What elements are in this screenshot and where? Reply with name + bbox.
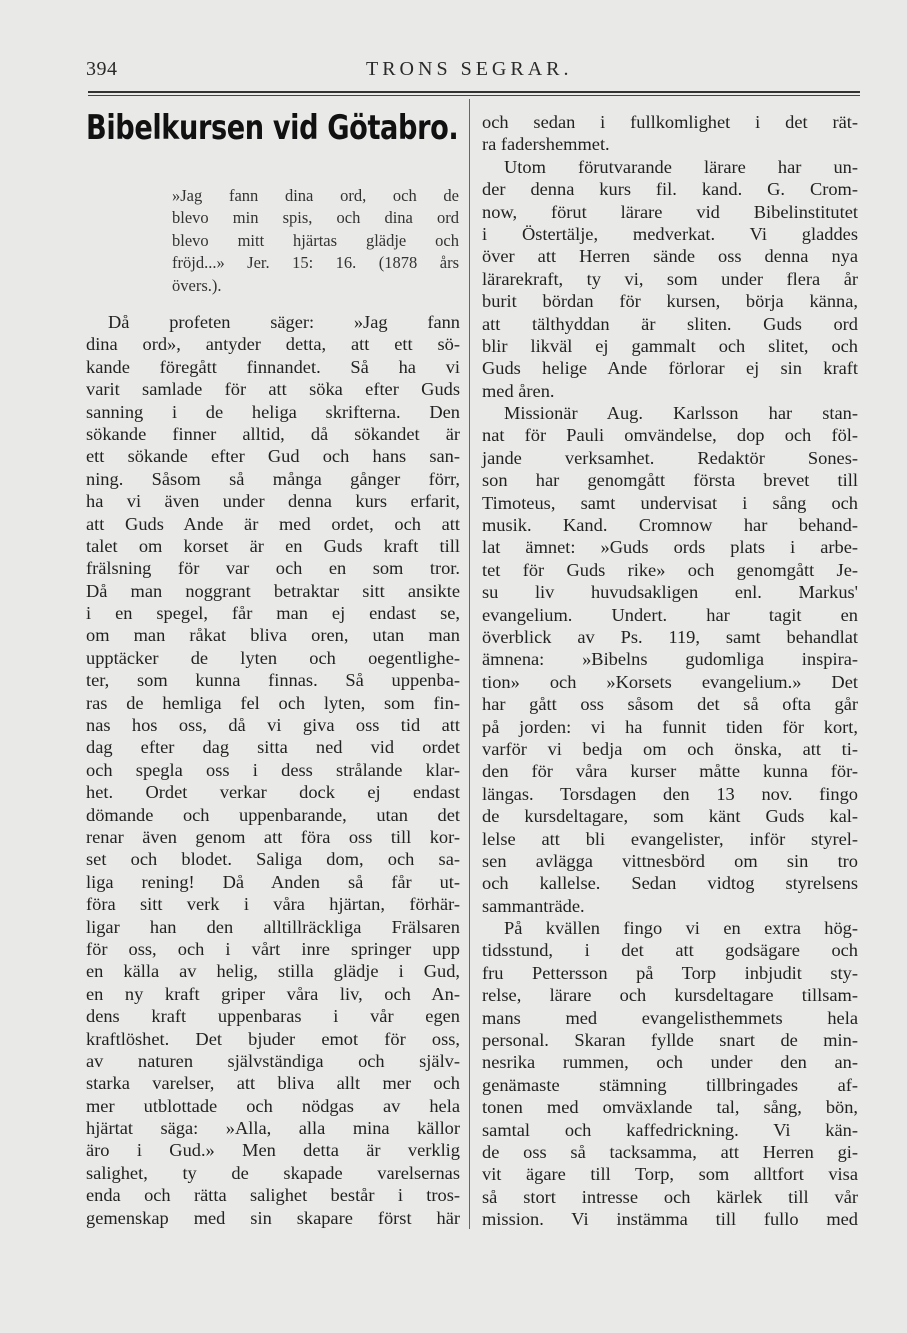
text-line: het. Ordet verkar dock ej endast	[86, 782, 460, 803]
text-line: ras de hemliga fel och lyten, som fin-	[86, 692, 460, 713]
text-line: ning. Såsom så många gånger förr,	[86, 468, 460, 489]
text-line: sanning i de heliga skrifterna. Den	[86, 401, 460, 422]
text-line: på jorden: vi ha funnit tiden för kort,	[482, 716, 858, 737]
text-line: de kursdeltagare, som känt Guds kal-	[482, 806, 858, 827]
right-column	[482, 111, 858, 1231]
epigraph-line: blevo min spis, och dina ord	[172, 208, 459, 228]
text-line: med åren.	[482, 380, 555, 401]
header-rule-thick	[88, 91, 860, 93]
epigraph	[172, 185, 459, 297]
text-line: tion» och »Korsets evangelium.» Det	[482, 671, 858, 692]
text-line: lat ämnet: »Guds ords plats i arbe-	[482, 537, 858, 558]
text-line: gemenskap med sin skapare först här	[86, 1207, 460, 1228]
text-line: mans med evangelisthemmets hela	[482, 1007, 858, 1028]
text-line: lelse att bli evangelister, inför styrel-	[482, 828, 858, 849]
text-line: nas hos oss, då vi giva oss tid att	[86, 715, 460, 736]
epigraph-line: övers.).	[172, 275, 222, 295]
text-line: dens kraft uppenbaras i vår egen	[86, 1006, 460, 1027]
text-line: talet om korset är en Guds kraft till	[86, 535, 460, 556]
text-line: ra fadershemmet.	[482, 134, 610, 155]
text-line: ett sökande efter Gud och hans san-	[86, 446, 460, 467]
text-line: mission. Vi instämma till fullo med	[482, 1209, 858, 1230]
text-line: de oss så tacksamma, att Herren gi-	[482, 1141, 858, 1162]
text-line: jande verksamhet. Redaktör Sones-	[482, 447, 858, 468]
text-line: har gått oss såsom det så ofta går	[482, 694, 858, 715]
text-line: frälsning för var och en som tror.	[86, 558, 460, 579]
text-line: i Östertälje, medverkat. Vi gladdes	[482, 223, 858, 244]
text-line: der denna kurs fil. kand. G. Crom-	[482, 179, 858, 200]
text-line: evangelium. Undert. har tagit en	[482, 604, 858, 625]
text-line: vit ägare till Torp, som alltfort visa	[482, 1164, 858, 1185]
text-line: den för våra kurser måtte kunna för-	[482, 761, 858, 782]
text-line: son har genomgått första brevet till	[482, 470, 858, 491]
text-line: enda och rätta salighet består i tros-	[86, 1185, 460, 1206]
text-line: om man råkat bliva oren, utan man	[86, 625, 460, 646]
header-rule-thin	[88, 95, 860, 96]
text-line: och kallelse. Sedan vidtog styrelsens	[482, 873, 858, 894]
text-line: nat för Pauli omvändelse, dop och föl-	[482, 425, 858, 446]
article-title: Bibelkursen vid Götabro.	[86, 108, 459, 148]
text-line: en ny kraft griper våra liv, och An-	[86, 983, 460, 1004]
epigraph-line: fröjd...» Jer. 15: 16. (1878 års	[172, 253, 459, 273]
text-line: upptäcker de lyten och oegentlighe-	[86, 647, 460, 668]
text-line: äro i Gud.» Men detta är verklig	[86, 1140, 460, 1161]
text-line: Guds helige Ande förlorar ej sin kraft	[482, 358, 858, 379]
text-line: musik. Kand. Cromnow har behand-	[482, 515, 858, 536]
text-line: Då man noggrant betraktar sitt ansikte	[86, 580, 460, 601]
text-line: su liv huvudsakligen enl. Markus'	[482, 582, 858, 603]
text-line: dömande och uppenbarande, utan det	[86, 804, 460, 825]
text-line: en källa av helig, stilla glädje i Gud,	[86, 961, 460, 982]
text-line: set och blodet. Saliga dom, och sa-	[86, 849, 460, 870]
text-line: tonen med omväxlande tal, sång, bön,	[482, 1097, 858, 1118]
text-line: tidsstund, i det att godsägare och	[482, 940, 858, 961]
running-title: TRONS SEGRAR.	[366, 58, 573, 80]
text-line: och spegla oss i dess strålande klar-	[86, 759, 460, 780]
column-divider	[469, 99, 470, 1229]
text-line: föra sitt verk i våra hjärtan, förhär-	[86, 894, 460, 915]
text-line: så stort intresse och kärlek till vår	[482, 1186, 858, 1207]
text-line: överblick av Ps. 119, samt behandlat	[482, 626, 858, 647]
text-line: av naturen självständiga och själv-	[86, 1050, 460, 1071]
text-line: kraftlöshet. Det bjuder emot för oss,	[86, 1028, 460, 1049]
epigraph-line: »Jag fann dina ord, och de	[172, 186, 459, 205]
text-line: nesrika rummen, och under den an-	[482, 1052, 858, 1073]
text-line: tet för Guds rike» och genomgått Je-	[482, 559, 858, 580]
text-line: Då profeten säger: »Jag fann	[108, 312, 460, 332]
text-line: hjärtat säga: »Alla, alla mina källor	[86, 1118, 460, 1139]
epigraph-line: blevo mitt hjärtas glädje och	[172, 230, 459, 250]
text-line: burit bördan för kursen, börja känna,	[482, 291, 858, 312]
text-line: Utom förutvarande lärare har un-	[504, 156, 858, 177]
text-line: varför vi bedja om och önska, att ti-	[482, 738, 858, 759]
text-line: och sedan i fullkomlighet i det rät-	[482, 112, 858, 132]
text-line: liga rening! Då Anden så får ut-	[86, 871, 460, 892]
text-line: samtal och kaffedrickning. Vi kän-	[482, 1119, 858, 1140]
text-line: sen avlägga vittnesbörd om sin tro	[482, 850, 858, 871]
text-line: varit samlade för att söka efter Guds	[86, 379, 460, 400]
text-line: fru Pettersson på Torp inbjudit sty-	[482, 962, 858, 983]
text-line: dina ord», antyder detta, att ett sö-	[86, 334, 460, 355]
text-line: över att Herren sände oss denna nya	[482, 246, 858, 267]
text-line: ämnena: »Bibelns gudomliga inspira-	[482, 649, 858, 670]
text-line: salighet, ty de skapade varelsernas	[86, 1162, 460, 1183]
text-line: att Guds Ande är med ordet, och att	[86, 513, 460, 534]
text-line: relse, lärare och kursdeltagare tillsam-	[482, 985, 858, 1006]
text-line: Missionär Aug. Karlsson har stan-	[504, 403, 858, 424]
text-line: På kvällen fingo vi en extra hög-	[504, 918, 858, 939]
text-line: kande föregått finnandet. Så ha vi	[86, 356, 460, 377]
text-line: Timoteus, samt undervisat i sång och	[482, 492, 858, 513]
text-line: mer utblottade och nödgas av hela	[86, 1095, 460, 1116]
text-line: att tälthyddan är sliten. Guds ord	[482, 313, 858, 334]
text-line: ligar han den alltillräckliga Frälsaren	[86, 916, 460, 937]
text-line: sammanträde.	[482, 895, 585, 916]
text-line: sökande finner alltid, då sökandet är	[86, 423, 460, 444]
text-line: dag efter dag sitta ned vid ordet	[86, 737, 460, 758]
text-line: renar även genom att föra oss till kor-	[86, 826, 460, 847]
text-line: för oss, och i vårt inre springer upp	[86, 938, 460, 959]
text-line: längas. Torsdagen den 13 nov. fingo	[482, 783, 858, 804]
text-line: personal. Skaran fyllde snart de min-	[482, 1030, 858, 1051]
text-line: now, förut lärare vid Bibelinstitutet	[482, 201, 858, 222]
text-line: i en spegel, får man ej endast se,	[86, 603, 460, 624]
text-line: lärarekraft, ty vi, som under flera år	[482, 268, 858, 289]
text-line: starka varelser, att bliva allt mer och	[86, 1073, 460, 1094]
text-line: ha vi även under denna kurs erfarit,	[86, 491, 460, 512]
page-number: 394	[86, 58, 118, 80]
text-line: blir likväl ej gammalt och slitet, och	[482, 335, 858, 356]
text-line: ter, som kunna finnas. Så uppenba-	[86, 670, 460, 691]
left-column	[86, 311, 460, 1229]
text-line: genämaste stämning tillbringades af-	[482, 1074, 858, 1095]
